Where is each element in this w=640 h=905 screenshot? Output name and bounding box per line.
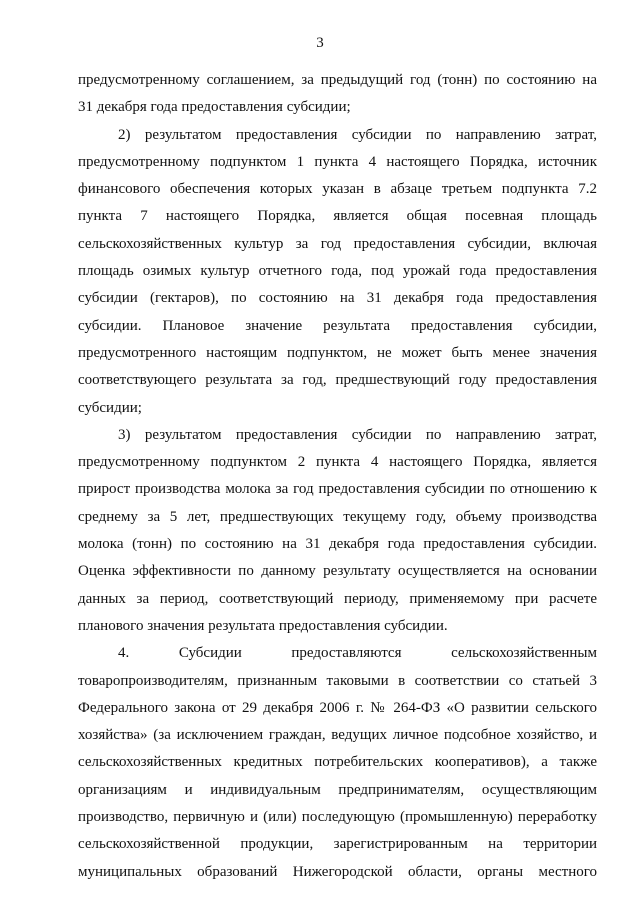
text-line: 31 декабря года предоставления субсидии; bbox=[78, 99, 351, 116]
text-line: сельскохозяйственных культур за год предоставления субсидии, включая bbox=[78, 235, 597, 252]
text-line: Федерального закона от 29 декабря 2006 г. № 264-ФЗ «О развитии сельского bbox=[78, 699, 597, 716]
text-line: предусмотренному подпунктом 1 пункта 4 настоящего Порядка, источник bbox=[78, 153, 597, 170]
text-line: прирост производства молока за год предоставления субсидии по отношению к bbox=[78, 481, 597, 498]
text-line: данных за период, соответствующий периоду, применяемому при расчете bbox=[78, 590, 597, 607]
text-line: площадь озимых культур отчетного года, под урожай года предоставления bbox=[78, 263, 597, 280]
paragraph-continuation bbox=[78, 67, 597, 122]
text-line: молока (тонн) по состоянию на 31 декабря года предоставления субсидии. bbox=[78, 536, 597, 553]
text-line: предусмотренному подпунктом 2 пункта 4 настоящего Порядка, является bbox=[78, 454, 597, 471]
text-line: товаропроизводителям, признанным таковыми в соответствии со статьей 3 bbox=[78, 672, 597, 689]
text-line: организациям и индивидуальным предпринимателям, осуществляющим bbox=[78, 781, 597, 798]
text-line: муниципальных образований Нижегородской области, органы местного bbox=[78, 863, 597, 880]
paragraph-item-4 bbox=[78, 640, 597, 886]
text-line: предусмотренного настоящим подпунктом, не может быть менее значения bbox=[78, 344, 597, 361]
page-number: 3 bbox=[316, 35, 324, 51]
text-line: планового значения результата предоставления субсидии. bbox=[78, 617, 448, 634]
text-line: субсидии (гектаров), по состоянию на 31 декабря года предоставления bbox=[78, 290, 597, 307]
text-line: 2) результатом предоставления субсидии по направлению затрат, bbox=[118, 126, 597, 143]
document-body bbox=[78, 67, 597, 886]
text-line: предусмотренному соглашением, за предыдущий год (тонн) по состоянию на bbox=[78, 72, 597, 88]
text-line: производство, первичную и (или) последующую (промышленную) переработку bbox=[78, 809, 597, 826]
text-line: Оценка эффективности по данному результату осуществляется на основании bbox=[78, 563, 597, 580]
text-line: субсидии; bbox=[78, 399, 142, 416]
text-line: финансового обеспечения которых указан в абзаце третьем подпункта 7.2 bbox=[78, 181, 597, 198]
text-line: пункта 7 настоящего Порядка, является общая посевная площадь bbox=[78, 208, 597, 225]
paragraph-item-2 bbox=[78, 122, 597, 422]
paragraph-item-3 bbox=[78, 422, 597, 640]
text-line: хозяйства» (за исключением граждан, ведущих личное подсобное хозяйство, и bbox=[78, 727, 597, 744]
text-line: сельскохозяйственной продукции, зарегистрированным на территории bbox=[78, 836, 597, 853]
text-line: среднему за 5 лет, предшествующих текущему году, объему производства bbox=[78, 508, 597, 525]
text-line: 4. Субсидии предоставляются сельскохозяйственным bbox=[118, 645, 597, 662]
text-line: 3) результатом предоставления субсидии по направлению затрат, bbox=[118, 426, 597, 443]
text-line: соответствующего результата за год, предшествующий году предоставления bbox=[78, 372, 597, 389]
text-line: субсидии. Плановое значение результата предоставления субсидии, bbox=[78, 317, 597, 334]
text-line: сельскохозяйственных кредитных потребительских кооперативов), а также bbox=[78, 754, 597, 771]
